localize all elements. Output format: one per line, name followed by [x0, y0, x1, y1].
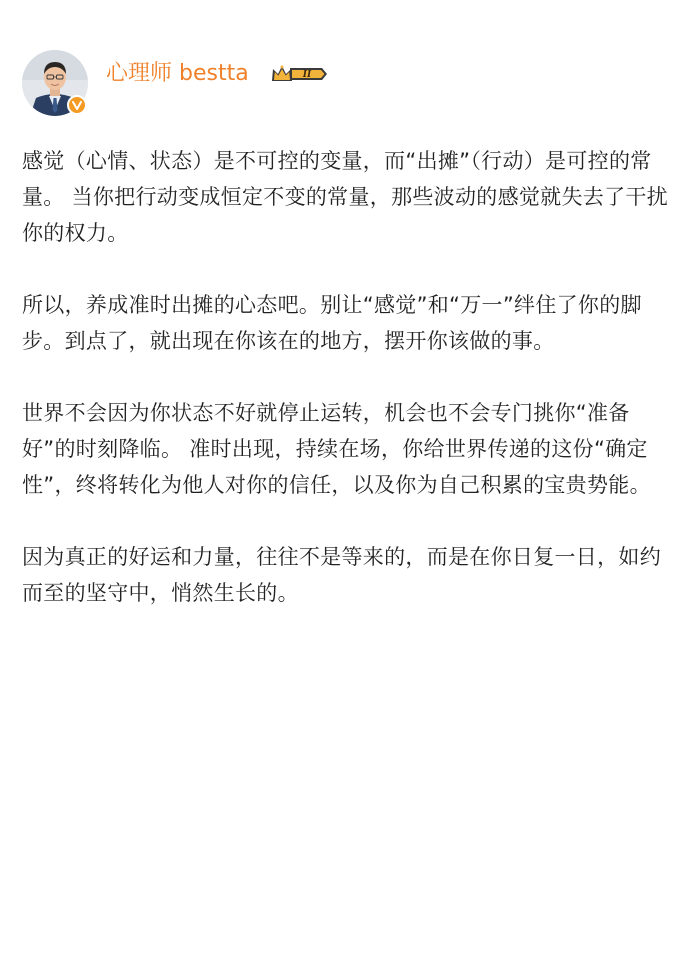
- author-name[interactable]: 心理师 bestta: [106, 61, 249, 86]
- post-header: [22, 50, 662, 120]
- post-body: [22, 143, 668, 647]
- verified-v-icon: [69, 97, 85, 113]
- post-paragraph: 因为真正的好运和力量，往往不是等来的，而是在你日复一日，如约而至的坚守中，悄然生长的。: [22, 545, 661, 605]
- avatar[interactable]: [22, 50, 88, 116]
- level-badge-label: II: [302, 70, 312, 81]
- post-paragraph: 感觉（心情、状态）是不可控的变量，而“出摊”（行动）是可控的常量。 当你把行动变成恒定不变的常量，那些波动的感觉就失去了干扰你的权力。: [22, 149, 668, 245]
- post-paragraph: 世界不会因为你状态不好就停止运转，机会也不会专门挑你“准备好”的时刻降临。 准时出现，持续在场，你给世界传递的这份“确定性”，终将转化为他人对你的信任，以及你为自己积累的宝贵势能。: [22, 401, 651, 497]
- vip-level-badge-icon: [270, 63, 328, 85]
- post-paragraph: 所以，养成准时出摊的心态吧。别让“感觉”和“万一”绊住了你的脚步。到点了，就出现在你该在的地方，摆开你该做的事。: [22, 293, 642, 353]
- verified-badge: [67, 95, 87, 115]
